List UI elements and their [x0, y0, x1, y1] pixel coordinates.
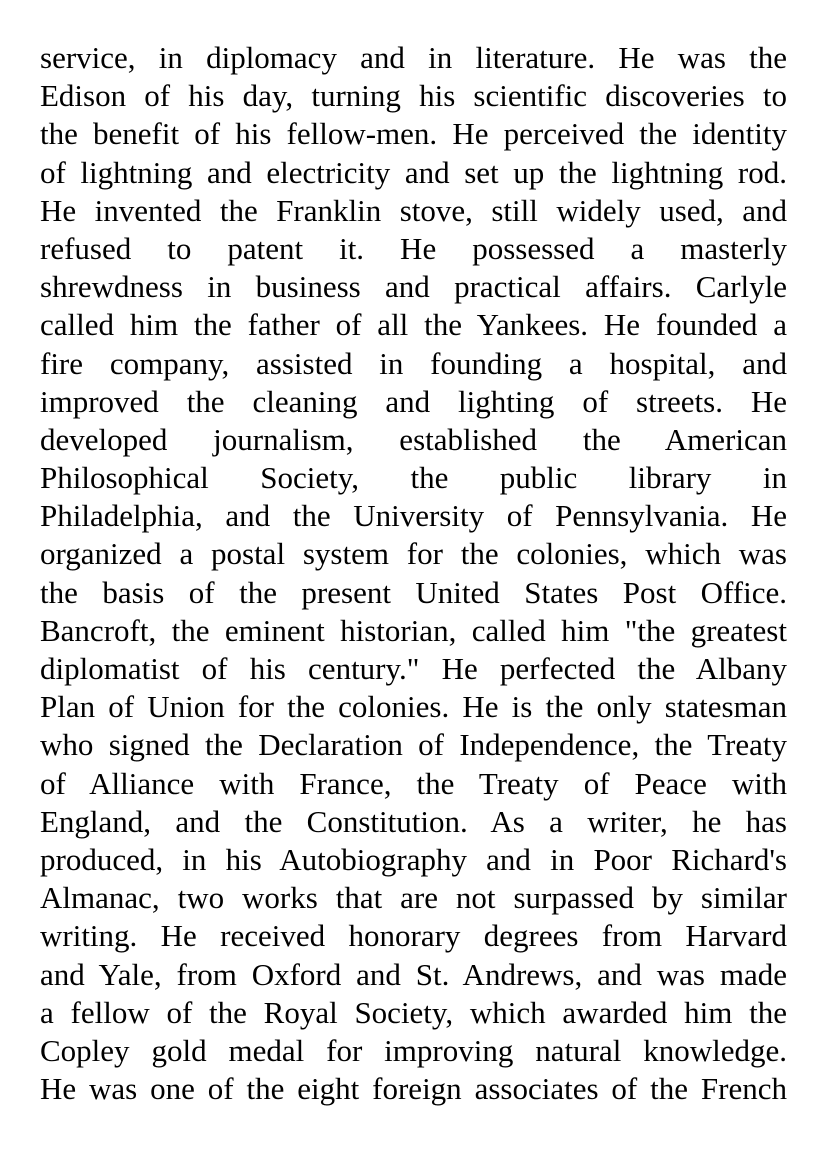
body-paragraph [40, 39, 787, 1108]
text-line: Plan of Union for the colonies. He is the only statesman [40, 689, 787, 725]
text-line: the benefit of his fellow-men. He perceived the identity [40, 116, 787, 152]
text-line: writing. He received honorary degrees from Harvard [40, 918, 787, 954]
text-line: He was one of the eight foreign associates of the French [40, 1071, 787, 1107]
text-line: refused to patent it. He possessed a masterly [40, 230, 787, 266]
text-line: improved the cleaning and lighting of streets. He [40, 383, 787, 419]
text-line: the basis of the present United States Post Office. [40, 574, 787, 610]
text-line: of Alliance with France, the Treaty of Peace with [40, 765, 787, 801]
text-line: Philadelphia, and the University of Pennsylvania. He [40, 498, 787, 534]
text-line: called him the father of all the Yankees. He founded a [40, 307, 787, 343]
text-line: who signed the Declaration of Independence, the Treaty [40, 727, 787, 763]
text-line: a fellow of the Royal Society, which awarded him the [40, 994, 787, 1030]
text-line: Almanac, two works that are not surpassed by similar [40, 880, 787, 916]
text-line: service, in diplomacy and in literature. He was the [40, 40, 787, 75]
text-line: organized a postal system for the colonies, which was [40, 536, 787, 572]
text-line: of lightning and electricity and set up the lightning rod. [40, 154, 787, 190]
text-line: shrewdness in business and practical affairs. Carlyle [40, 269, 787, 305]
text-line: Edison of his day, turning his scientific discoveries to [40, 78, 787, 114]
text-line: England, and the Constitution. As a writer, he has [40, 803, 787, 839]
text-line: produced, in his Autobiography and in Poor Richard's [40, 841, 787, 877]
text-line: diplomatist of his century." He perfected the Albany [40, 651, 787, 686]
text-line: and Yale, from Oxford and St. Andrews, and was made [40, 956, 787, 992]
text-line: He invented the Franklin stove, still widely used, and [40, 192, 787, 228]
text-line: Copley gold medal for improving natural knowledge. [40, 1032, 787, 1068]
document-page [40, 39, 787, 1108]
text-line: developed journalism, established the American [40, 421, 787, 457]
text-line: Bancroft, the eminent historian, called him "the greatest [40, 612, 787, 648]
text-line: fire company, assisted in founding a hospital, and [40, 345, 787, 381]
text-line: Philosophical Society, the public library in [40, 460, 787, 496]
